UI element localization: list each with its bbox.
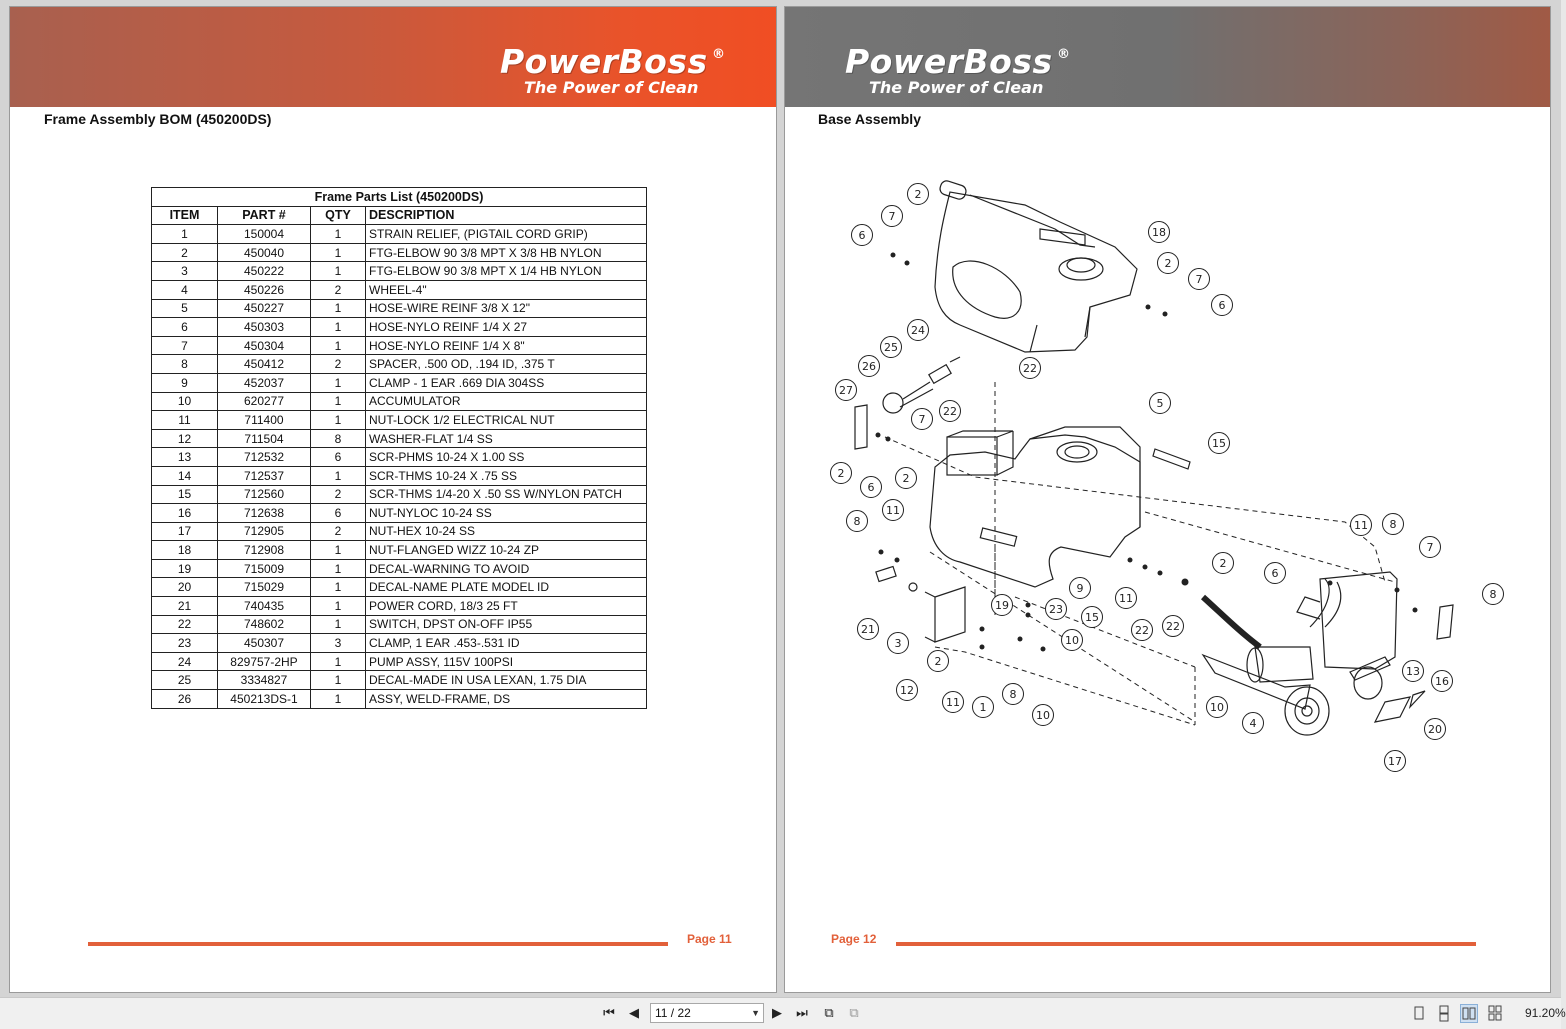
cell-part: 740435 bbox=[218, 597, 311, 616]
cell-part: 715009 bbox=[218, 559, 311, 578]
cell-qty: 1 bbox=[311, 578, 366, 597]
table-row bbox=[152, 485, 647, 504]
cell-item: 22 bbox=[152, 615, 218, 634]
cell-qty: 6 bbox=[311, 448, 366, 467]
cell-description: WHEEL-4" bbox=[366, 280, 647, 299]
table-row bbox=[152, 690, 647, 709]
callout-label: 17 bbox=[1388, 755, 1402, 768]
footer-rule bbox=[896, 942, 1476, 946]
cell-part: 450303 bbox=[218, 318, 311, 337]
logo-registered-mark: ® bbox=[1057, 47, 1070, 62]
cell-part: 450304 bbox=[218, 336, 311, 355]
cell-item: 16 bbox=[152, 504, 218, 523]
callout-18 bbox=[1149, 222, 1170, 243]
cell-item: 9 bbox=[152, 373, 218, 392]
cell-item: 1 bbox=[152, 225, 218, 244]
callout-6 bbox=[852, 225, 873, 246]
callout-label: 9 bbox=[1076, 582, 1084, 595]
callout-24 bbox=[908, 320, 929, 341]
cell-part: 712560 bbox=[218, 485, 311, 504]
callout-20 bbox=[1425, 719, 1446, 740]
chevron-down-icon: ▼ bbox=[751, 1008, 760, 1018]
table-row bbox=[152, 466, 647, 485]
go-back-view-icon[interactable]: ⧉ bbox=[824, 1006, 834, 1021]
callout-label: 10 bbox=[1036, 709, 1050, 722]
logo-tagline: The Power of Clean bbox=[869, 78, 1044, 97]
callout-8 bbox=[847, 511, 868, 532]
table-row bbox=[152, 578, 647, 597]
callout-layer bbox=[831, 184, 1504, 772]
cell-part: 748602 bbox=[218, 615, 311, 634]
cell-description: POWER CORD, 18/3 25 FT bbox=[366, 597, 647, 616]
table-row bbox=[152, 559, 647, 578]
cell-qty: 1 bbox=[311, 411, 366, 430]
callout-4 bbox=[1243, 713, 1264, 734]
cell-qty: 1 bbox=[311, 652, 366, 671]
callout-17 bbox=[1385, 751, 1406, 772]
cell-item: 10 bbox=[152, 392, 218, 411]
callout-label: 27 bbox=[839, 384, 853, 397]
callout-2 bbox=[928, 651, 949, 672]
callout-label: 21 bbox=[861, 623, 875, 636]
callout-label: 26 bbox=[862, 360, 876, 373]
callout-label: 8 bbox=[1489, 588, 1497, 601]
cell-description: SCR-THMS 1/4-20 X .50 SS W/NYLON PATCH bbox=[366, 485, 647, 504]
page-indicator: 11 / 22 bbox=[655, 1006, 691, 1020]
table-row bbox=[152, 299, 647, 318]
cell-qty: 1 bbox=[311, 559, 366, 578]
cell-part: 715029 bbox=[218, 578, 311, 597]
cell-item: 24 bbox=[152, 652, 218, 671]
cell-description: CLAMP - 1 EAR .669 DIA 304SS bbox=[366, 373, 647, 392]
callout-7 bbox=[912, 409, 933, 430]
callout-2 bbox=[908, 184, 929, 205]
callout-6 bbox=[1212, 295, 1233, 316]
table-row bbox=[152, 634, 647, 653]
callout-label: 24 bbox=[911, 324, 925, 337]
callout-8 bbox=[1003, 684, 1024, 705]
cell-item: 17 bbox=[152, 522, 218, 541]
table-row bbox=[152, 522, 647, 541]
header-banner bbox=[10, 7, 776, 107]
cell-description: STRAIN RELIEF, (PIGTAIL CORD GRIP) bbox=[366, 225, 647, 244]
callout-15 bbox=[1082, 607, 1103, 628]
callout-label: 11 bbox=[886, 504, 900, 517]
table-row bbox=[152, 392, 647, 411]
cell-item: 21 bbox=[152, 597, 218, 616]
callout-label: 18 bbox=[1152, 226, 1166, 239]
callout-22 bbox=[1132, 620, 1153, 641]
cell-description: PUMP ASSY, 115V 100PSI bbox=[366, 652, 647, 671]
callout-label: 2 bbox=[1164, 257, 1172, 270]
callout-2 bbox=[831, 463, 852, 484]
callout-label: 6 bbox=[1218, 299, 1226, 312]
cell-description: NUT-NYLOC 10-24 SS bbox=[366, 504, 647, 523]
cell-qty: 1 bbox=[311, 299, 366, 318]
cell-part: 450227 bbox=[218, 299, 311, 318]
callout-19 bbox=[992, 595, 1013, 616]
cell-description: DECAL-MADE IN USA LEXAN, 1.75 DIA bbox=[366, 671, 647, 690]
callout-6 bbox=[1265, 563, 1286, 584]
table-caption: Frame Parts List (450200DS) bbox=[152, 188, 647, 207]
callout-13 bbox=[1403, 661, 1424, 682]
callout-10 bbox=[1207, 697, 1228, 718]
callout-26 bbox=[859, 356, 880, 377]
callout-11 bbox=[1351, 515, 1372, 536]
callout-label: 15 bbox=[1212, 437, 1226, 450]
page-title: Base Assembly bbox=[818, 111, 921, 127]
table-row bbox=[152, 429, 647, 448]
callout-9 bbox=[1070, 578, 1091, 599]
callout-6 bbox=[861, 477, 882, 498]
cell-description: NUT-LOCK 1/2 ELECTRICAL NUT bbox=[366, 411, 647, 430]
callout-label: 12 bbox=[900, 684, 914, 697]
cell-part: 450412 bbox=[218, 355, 311, 374]
cell-description: CLAMP, 1 EAR .453-.531 ID bbox=[366, 634, 647, 653]
cell-part: 3334827 bbox=[218, 671, 311, 690]
callout-label: 13 bbox=[1406, 665, 1420, 678]
callout-15 bbox=[1209, 433, 1230, 454]
cell-part: 712532 bbox=[218, 448, 311, 467]
cell-part: 450222 bbox=[218, 262, 311, 281]
callout-label: 10 bbox=[1065, 634, 1079, 647]
cell-description: WASHER-FLAT 1/4 SS bbox=[366, 429, 647, 448]
cell-qty: 1 bbox=[311, 373, 366, 392]
cell-item: 25 bbox=[152, 671, 218, 690]
callout-label: 16 bbox=[1435, 675, 1449, 688]
logo-tagline: The Power of Clean bbox=[524, 78, 699, 97]
cell-description: HOSE-NYLO REINF 1/4 X 8" bbox=[366, 336, 647, 355]
cell-item: 8 bbox=[152, 355, 218, 374]
cell-qty: 1 bbox=[311, 466, 366, 485]
callout-7 bbox=[1420, 537, 1441, 558]
callout-21 bbox=[858, 619, 879, 640]
callout-label: 7 bbox=[1426, 541, 1434, 554]
cell-item: 14 bbox=[152, 466, 218, 485]
cell-qty: 1 bbox=[311, 243, 366, 262]
cell-qty: 1 bbox=[311, 690, 366, 709]
cell-item: 6 bbox=[152, 318, 218, 337]
callout-7 bbox=[882, 206, 903, 227]
table-row bbox=[152, 597, 647, 616]
cell-item: 19 bbox=[152, 559, 218, 578]
table-row bbox=[152, 504, 647, 523]
cell-qty: 1 bbox=[311, 225, 366, 244]
cell-item: 11 bbox=[152, 411, 218, 430]
page-title: Frame Assembly BOM (450200DS) bbox=[44, 111, 272, 127]
parts-table bbox=[151, 187, 647, 709]
callout-label: 10 bbox=[1210, 701, 1224, 714]
callout-label: 3 bbox=[894, 637, 902, 650]
cell-qty: 1 bbox=[311, 336, 366, 355]
powerboss-logo bbox=[500, 42, 725, 97]
callout-label: 2 bbox=[914, 188, 922, 201]
cell-description: HOSE-WIRE REINF 3/8 X 12" bbox=[366, 299, 647, 318]
cell-item: 5 bbox=[152, 299, 218, 318]
cell-qty: 1 bbox=[311, 262, 366, 281]
go-forward-view-icon[interactable]: ⧉ bbox=[849, 1006, 859, 1021]
continuous-view-icon[interactable] bbox=[1435, 1004, 1453, 1023]
zoom-level[interactable]: 91.20% bbox=[1525, 1006, 1566, 1020]
cell-qty: 2 bbox=[311, 280, 366, 299]
cell-part: 450307 bbox=[218, 634, 311, 653]
parts-table-body bbox=[152, 225, 647, 708]
cell-qty: 8 bbox=[311, 429, 366, 448]
callout-label: 6 bbox=[867, 481, 875, 494]
table-row bbox=[152, 652, 647, 671]
callout-label: 8 bbox=[853, 515, 861, 528]
table-row bbox=[152, 615, 647, 634]
cell-description: NUT-HEX 10-24 SS bbox=[366, 522, 647, 541]
callout-12 bbox=[897, 680, 918, 701]
table-row bbox=[152, 448, 647, 467]
cell-item: 7 bbox=[152, 336, 218, 355]
cell-qty: 1 bbox=[311, 541, 366, 560]
callout-label: 8 bbox=[1009, 688, 1017, 701]
callout-label: 7 bbox=[1195, 273, 1203, 286]
cell-qty: 1 bbox=[311, 597, 366, 616]
cell-qty: 1 bbox=[311, 392, 366, 411]
cell-qty: 6 bbox=[311, 504, 366, 523]
cell-item: 26 bbox=[152, 690, 218, 709]
callout-10 bbox=[1062, 630, 1083, 651]
cell-item: 15 bbox=[152, 485, 218, 504]
page-11 bbox=[9, 6, 777, 993]
callout-label: 2 bbox=[837, 467, 845, 480]
callout-label: 6 bbox=[858, 229, 866, 242]
table-row bbox=[152, 262, 647, 281]
cell-qty: 3 bbox=[311, 634, 366, 653]
cell-item: 4 bbox=[152, 280, 218, 299]
cell-description: SPACER, .500 OD, .194 ID, .375 T bbox=[366, 355, 647, 374]
callout-label: 15 bbox=[1085, 611, 1099, 624]
callout-label: 7 bbox=[888, 210, 896, 223]
header-part: PART # bbox=[218, 206, 311, 225]
callout-label: 2 bbox=[934, 655, 942, 668]
callout-label: 2 bbox=[902, 472, 910, 485]
base-assembly-exploded-diagram bbox=[785, 7, 1552, 994]
cell-part: 711400 bbox=[218, 411, 311, 430]
callout-label: 22 bbox=[1023, 362, 1037, 375]
table-row bbox=[152, 280, 647, 299]
callout-11 bbox=[1116, 588, 1137, 609]
table-row bbox=[152, 671, 647, 690]
cell-item: 18 bbox=[152, 541, 218, 560]
cell-item: 2 bbox=[152, 243, 218, 262]
page-12 bbox=[784, 6, 1551, 993]
cell-item: 3 bbox=[152, 262, 218, 281]
cell-item: 12 bbox=[152, 429, 218, 448]
table-row bbox=[152, 318, 647, 337]
cell-part: 620277 bbox=[218, 392, 311, 411]
callout-label: 11 bbox=[1119, 592, 1133, 605]
callout-23 bbox=[1046, 599, 1067, 620]
cell-item: 13 bbox=[152, 448, 218, 467]
table-row bbox=[152, 336, 647, 355]
cell-description: FTG-ELBOW 90 3/8 MPT X 3/8 HB NYLON bbox=[366, 243, 647, 262]
cell-part: 711504 bbox=[218, 429, 311, 448]
two-page-view-icon[interactable] bbox=[1460, 1004, 1478, 1023]
cell-description: FTG-ELBOW 90 3/8 MPT X 1/4 HB NYLON bbox=[366, 262, 647, 281]
callout-7 bbox=[1189, 269, 1210, 290]
callout-label: 25 bbox=[884, 341, 898, 354]
cell-qty: 2 bbox=[311, 485, 366, 504]
cell-part: 712905 bbox=[218, 522, 311, 541]
callout-label: 11 bbox=[1354, 519, 1368, 532]
callout-label: 1 bbox=[979, 701, 987, 714]
first-page-icon[interactable]: ⏮ bbox=[603, 1006, 615, 1021]
cell-part: 450226 bbox=[218, 280, 311, 299]
callout-label: 20 bbox=[1428, 723, 1442, 736]
callout-5 bbox=[1150, 393, 1171, 414]
cell-item: 23 bbox=[152, 634, 218, 653]
cell-part: 150004 bbox=[218, 225, 311, 244]
viewer-toolbar bbox=[0, 997, 1566, 1029]
table-row bbox=[152, 373, 647, 392]
header-description: DESCRIPTION bbox=[366, 206, 647, 225]
callout-22 bbox=[1163, 616, 1184, 637]
callout-11 bbox=[883, 500, 904, 521]
header-qty: QTY bbox=[311, 206, 366, 225]
callout-11 bbox=[943, 692, 964, 713]
callout-8 bbox=[1383, 514, 1404, 535]
cell-qty: 2 bbox=[311, 522, 366, 541]
base-shroud-shape bbox=[930, 435, 1140, 587]
next-page-icon[interactable]: ▶ bbox=[772, 1006, 782, 1021]
page-select[interactable] bbox=[650, 1003, 764, 1023]
cell-qty: 2 bbox=[311, 355, 366, 374]
callout-10 bbox=[1033, 705, 1054, 726]
logo-brand: PowerBoss bbox=[500, 42, 708, 81]
page-number: Page 11 bbox=[687, 932, 732, 946]
cell-item: 20 bbox=[152, 578, 218, 597]
cell-part: 712908 bbox=[218, 541, 311, 560]
table-row bbox=[152, 355, 647, 374]
table-row bbox=[152, 541, 647, 560]
callout-1 bbox=[973, 697, 994, 718]
cell-description: DECAL-WARNING TO AVOID bbox=[366, 559, 647, 578]
table-header-row bbox=[152, 206, 647, 225]
callout-3 bbox=[888, 633, 909, 654]
cell-description: DECAL-NAME PLATE MODEL ID bbox=[366, 578, 647, 597]
callout-27 bbox=[836, 380, 857, 401]
footer-rule bbox=[88, 942, 668, 946]
cell-part: 452037 bbox=[218, 373, 311, 392]
two-page-continuous-view-icon[interactable] bbox=[1486, 1004, 1504, 1023]
logo-registered-mark: ® bbox=[712, 47, 725, 62]
cell-description: SWITCH, DPST ON-OFF IP55 bbox=[366, 615, 647, 634]
callout-22 bbox=[940, 401, 961, 422]
callout-16 bbox=[1432, 671, 1453, 692]
cell-part: 829757-2HP bbox=[218, 652, 311, 671]
callout-label: 2 bbox=[1219, 557, 1227, 570]
callout-2 bbox=[896, 468, 917, 489]
callout-label: 11 bbox=[946, 696, 960, 709]
cell-qty: 1 bbox=[311, 615, 366, 634]
callout-label: 4 bbox=[1249, 717, 1257, 730]
header-item: ITEM bbox=[152, 206, 218, 225]
callout-2 bbox=[1213, 553, 1234, 574]
callout-label: 22 bbox=[1166, 620, 1180, 633]
last-page-icon[interactable]: ⏭ bbox=[796, 1006, 808, 1021]
callout-label: 8 bbox=[1389, 518, 1397, 531]
cell-description: HOSE-NYLO REINF 1/4 X 27 bbox=[366, 318, 647, 337]
callout-label: 23 bbox=[1049, 603, 1063, 616]
cell-description: ASSY, WELD-FRAME, DS bbox=[366, 690, 647, 709]
page-number: Page 12 bbox=[831, 932, 877, 946]
cell-description: SCR-THMS 10-24 X .75 SS bbox=[366, 466, 647, 485]
cell-part: 450213DS-1 bbox=[218, 690, 311, 709]
callout-label: 6 bbox=[1271, 567, 1279, 580]
table-row bbox=[152, 243, 647, 262]
callout-label: 5 bbox=[1156, 397, 1164, 410]
logo-brand: PowerBoss bbox=[845, 42, 1053, 81]
callout-2 bbox=[1158, 253, 1179, 274]
cell-part: 712638 bbox=[218, 504, 311, 523]
callout-label: 22 bbox=[1135, 624, 1149, 637]
callout-label: 22 bbox=[943, 405, 957, 418]
prev-page-icon[interactable]: ◀ bbox=[629, 1006, 639, 1021]
cell-description: ACCUMULATOR bbox=[366, 392, 647, 411]
cell-part: 712537 bbox=[218, 466, 311, 485]
table-row bbox=[152, 411, 647, 430]
cell-description: NUT-FLANGED WIZZ 10-24 ZP bbox=[366, 541, 647, 560]
cell-description: SCR-PHMS 10-24 X 1.00 SS bbox=[366, 448, 647, 467]
single-page-view-icon[interactable] bbox=[1410, 1004, 1428, 1023]
callout-25 bbox=[881, 337, 902, 358]
callout-label: 19 bbox=[995, 599, 1009, 612]
table-row bbox=[152, 225, 647, 244]
cell-part: 450040 bbox=[218, 243, 311, 262]
callout-label: 7 bbox=[918, 413, 926, 426]
cell-qty: 1 bbox=[311, 318, 366, 337]
cell-qty: 1 bbox=[311, 671, 366, 690]
callout-8 bbox=[1483, 584, 1504, 605]
callout-22 bbox=[1020, 358, 1041, 379]
